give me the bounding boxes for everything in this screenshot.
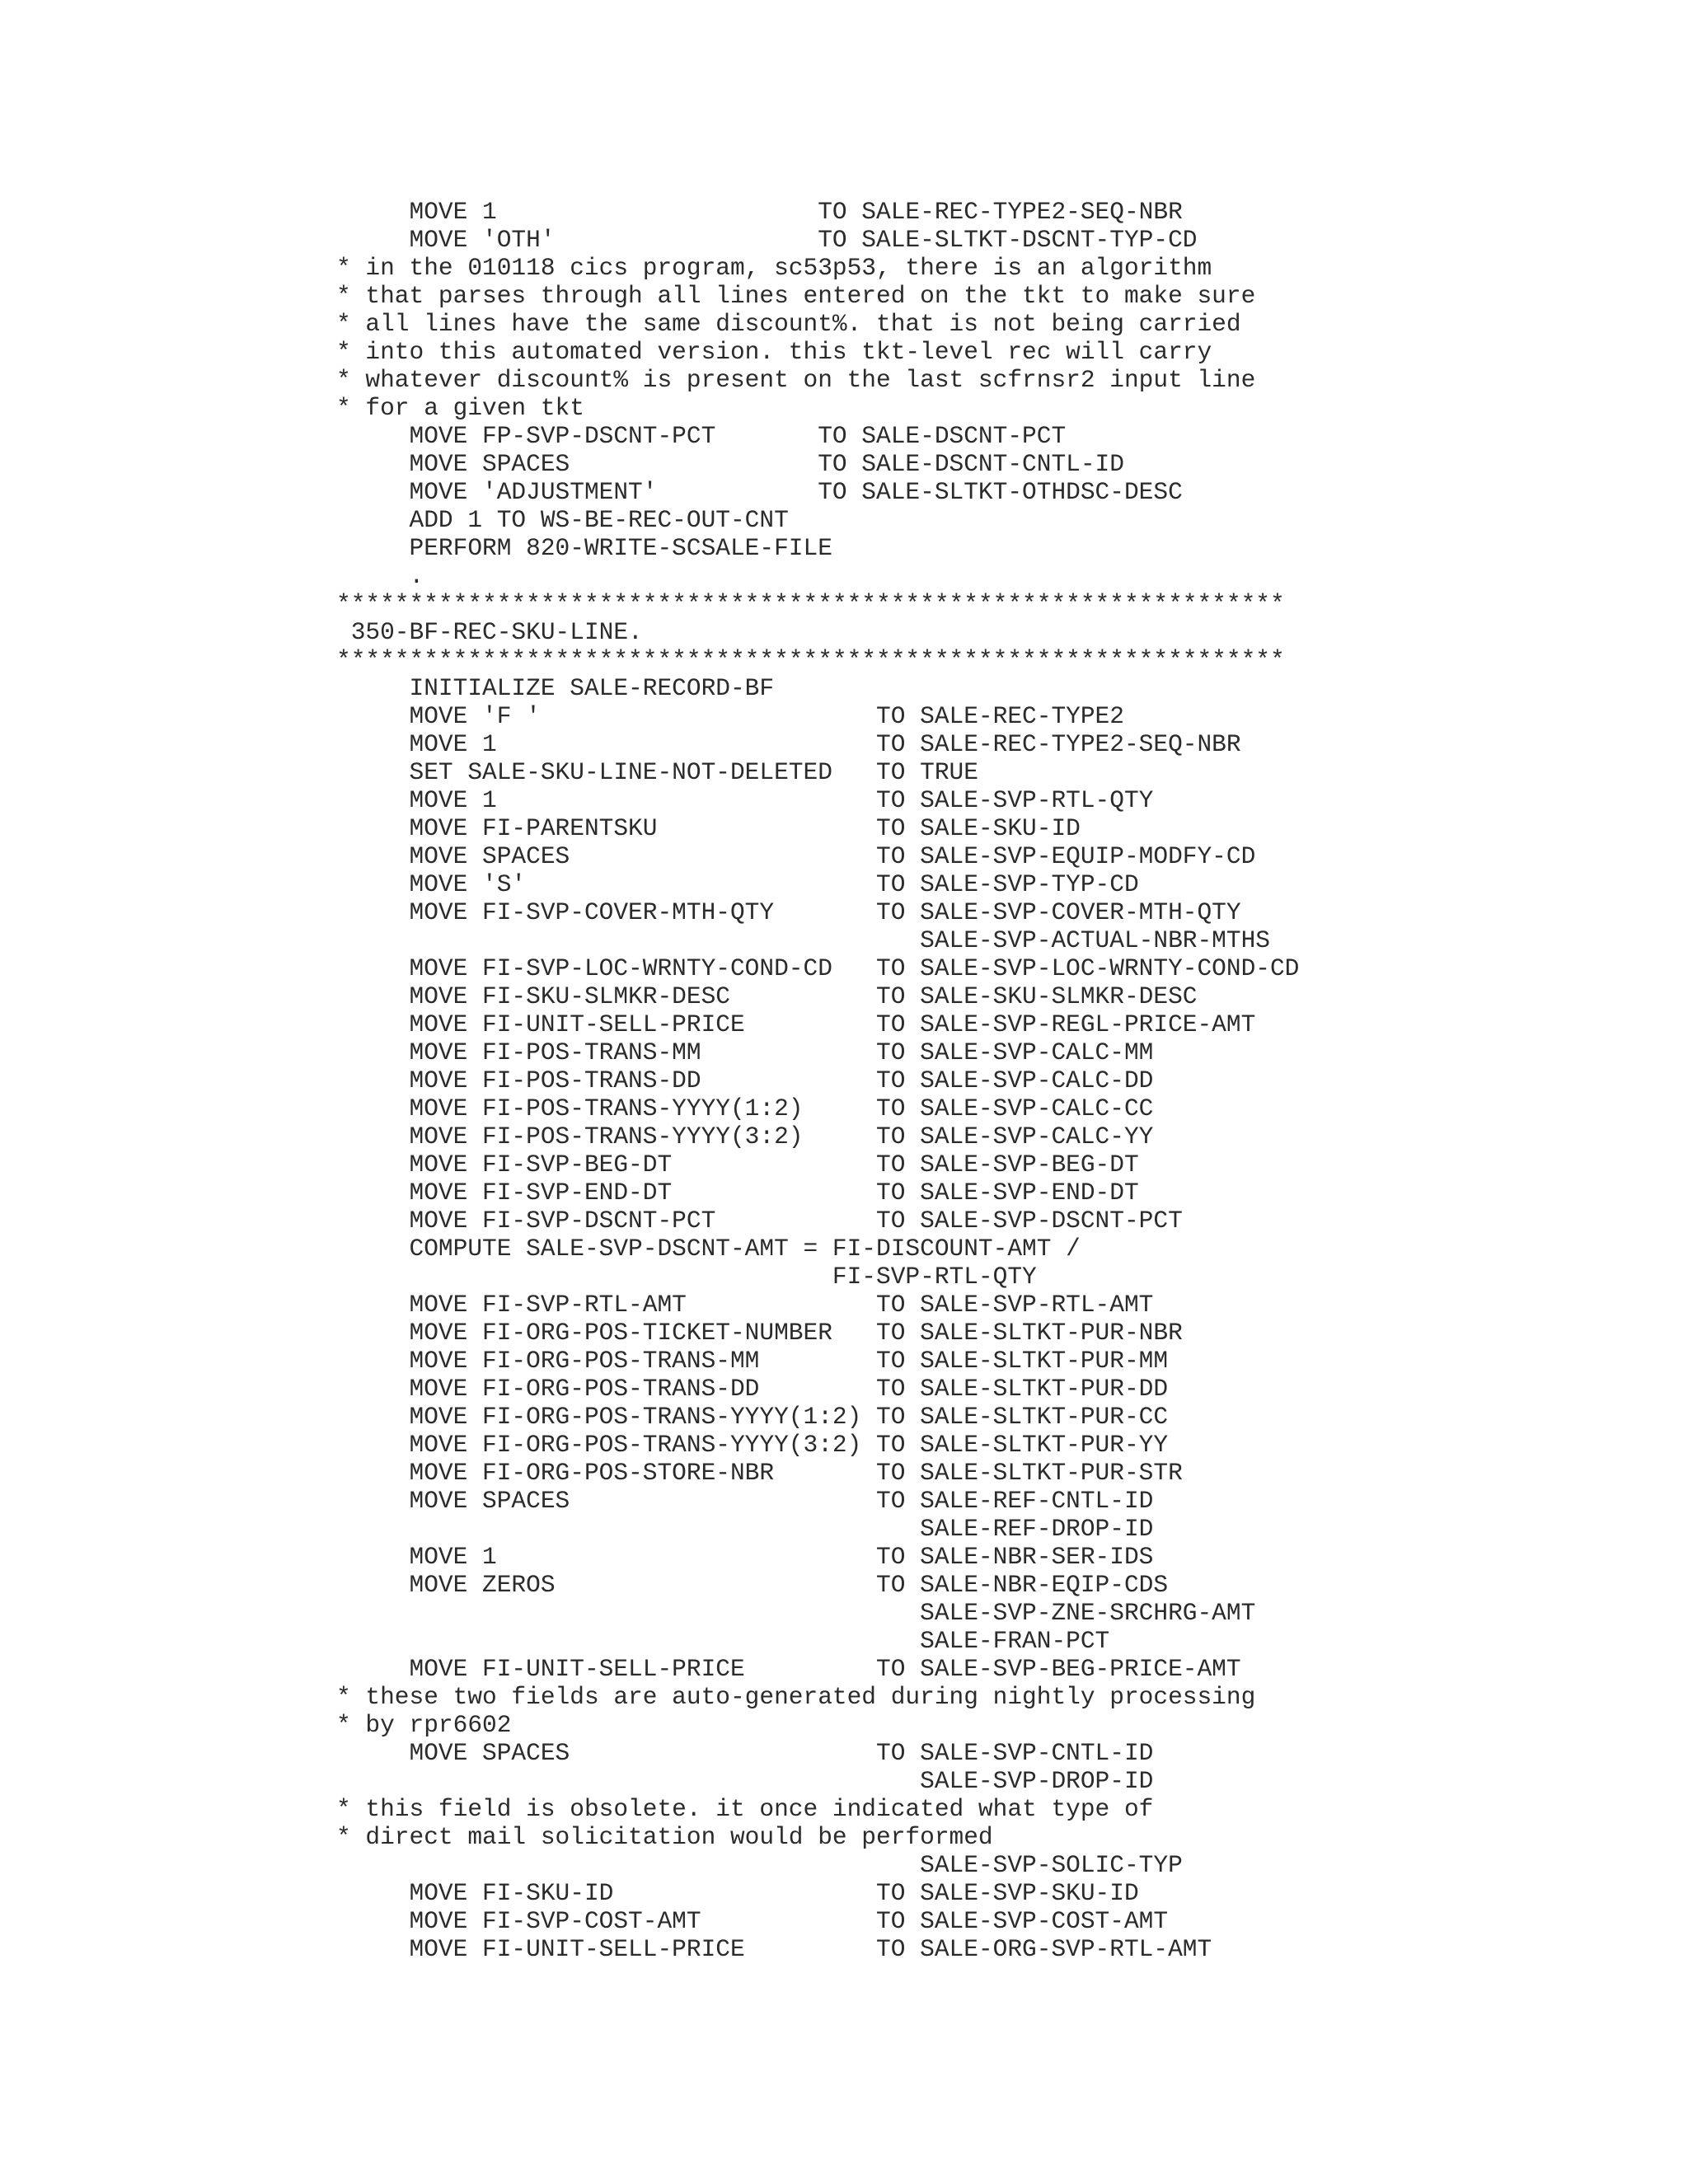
code-line: MOVE FI-SVP-LOC-WRNTY-COND-CD TO SALE-SVP-LOC-WRNTY-COND-CD [336, 954, 1300, 982]
code-line: FI-SVP-RTL-QTY [336, 1263, 1037, 1291]
code-line: * whatever discount% is present on the last scfrnsr2 input line [336, 366, 1256, 394]
code-line: * that parses through all lines entered on the tkt to make sure [336, 282, 1256, 310]
code-line: ***************************************************************** [336, 590, 1285, 618]
code-line: MOVE SPACES TO SALE-REF-CNTL-ID [336, 1487, 1154, 1515]
cobol-code-listing [336, 198, 1299, 1963]
code-line: MOVE 1 TO SALE-NBR-SER-IDS [336, 1543, 1154, 1571]
code-line: 350-BF-REC-SKU-LINE. [336, 618, 643, 646]
code-line: * by rpr6602 [336, 1711, 512, 1739]
code-line: MOVE FI-ORG-POS-TICKET-NUMBER TO SALE-SLTKT-PUR-NBR [336, 1319, 1183, 1347]
code-line: MOVE 1 TO SALE-REC-TYPE2-SEQ-NBR [336, 730, 1241, 758]
code-line: COMPUTE SALE-SVP-DSCNT-AMT = FI-DISCOUNT-AMT / [336, 1235, 1081, 1263]
code-line: MOVE FI-POS-TRANS-DD TO SALE-SVP-CALC-DD [336, 1066, 1154, 1094]
code-line: MOVE FI-SKU-ID TO SALE-SVP-SKU-ID [336, 1879, 1139, 1907]
code-line: INITIALIZE SALE-RECORD-BF [336, 674, 775, 702]
code-line: SALE-SVP-SOLIC-TYP [336, 1851, 1183, 1879]
code-line: ADD 1 TO WS-BE-REC-OUT-CNT [336, 506, 789, 534]
code-line: * into this automated version. this tkt-level rec will carry [336, 338, 1212, 366]
code-line: MOVE FI-UNIT-SELL-PRICE TO SALE-SVP-REGL-PRICE-AMT [336, 1010, 1256, 1038]
code-line: MOVE FI-SVP-BEG-DT TO SALE-SVP-BEG-DT [336, 1151, 1139, 1179]
code-line: * for a given tkt [336, 394, 584, 422]
code-line: MOVE FP-SVP-DSCNT-PCT TO SALE-DSCNT-PCT [336, 422, 1067, 450]
code-line: MOVE 1 TO SALE-SVP-RTL-QTY [336, 786, 1154, 814]
code-line: MOVE FI-ORG-POS-TRANS-DD TO SALE-SLTKT-PUR-DD [336, 1375, 1169, 1403]
code-line: MOVE FI-SKU-SLMKR-DESC TO SALE-SKU-SLMKR-DESC [336, 982, 1198, 1010]
code-line: MOVE FI-UNIT-SELL-PRICE TO SALE-SVP-BEG-PRICE-AMT [336, 1655, 1241, 1683]
code-line: ***************************************************************** [336, 646, 1285, 674]
code-line: MOVE FI-ORG-POS-STORE-NBR TO SALE-SLTKT-PUR-STR [336, 1459, 1183, 1487]
code-line: MOVE SPACES TO SALE-DSCNT-CNTL-ID [336, 450, 1124, 478]
code-line: * direct mail solicitation would be performed [336, 1823, 993, 1851]
code-line: MOVE FI-POS-TRANS-YYYY(3:2) TO SALE-SVP-CALC-YY [336, 1122, 1154, 1151]
code-line: MOVE ZEROS TO SALE-NBR-EQIP-CDS [336, 1571, 1169, 1599]
code-line: MOVE FI-UNIT-SELL-PRICE TO SALE-ORG-SVP-RTL-AMT [336, 1935, 1212, 1963]
code-line: MOVE FI-ORG-POS-TRANS-YYYY(3:2) TO SALE-SLTKT-PUR-YY [336, 1431, 1169, 1459]
code-line: SALE-SVP-ZNE-SRCHRG-AMT [336, 1599, 1256, 1627]
code-line: MOVE 'ADJUSTMENT' TO SALE-SLTKT-OTHDSC-DESC [336, 478, 1183, 506]
code-line: MOVE FI-SVP-COVER-MTH-QTY TO SALE-SVP-COVER-MTH-QTY [336, 898, 1241, 926]
code-line: MOVE FI-SVP-COST-AMT TO SALE-SVP-COST-AMT [336, 1907, 1169, 1935]
code-line: MOVE FI-ORG-POS-TRANS-MM TO SALE-SLTKT-PUR-MM [336, 1347, 1169, 1375]
code-line: MOVE 1 TO SALE-REC-TYPE2-SEQ-NBR [336, 198, 1183, 226]
code-line: MOVE FI-POS-TRANS-YYYY(1:2) TO SALE-SVP-CALC-CC [336, 1094, 1154, 1122]
code-line: MOVE SPACES TO SALE-SVP-EQUIP-MODFY-CD [336, 842, 1256, 870]
code-line: SALE-SVP-DROP-ID [336, 1767, 1154, 1795]
code-line: MOVE 'OTH' TO SALE-SLTKT-DSCNT-TYP-CD [336, 226, 1198, 254]
code-line: PERFORM 820-WRITE-SCSALE-FILE [336, 534, 832, 562]
code-line: SALE-SVP-ACTUAL-NBR-MTHS [336, 926, 1270, 954]
code-line: * in the 010118 cics program, sc53p53, there is an algorithm [336, 254, 1212, 282]
code-line: . [336, 562, 424, 590]
code-line: * this field is obsolete. it once indicated what type of [336, 1795, 1154, 1823]
code-line: MOVE FI-SVP-DSCNT-PCT TO SALE-SVP-DSCNT-PCT [336, 1207, 1183, 1235]
code-line: MOVE FI-ORG-POS-TRANS-YYYY(1:2) TO SALE-SLTKT-PUR-CC [336, 1403, 1169, 1431]
code-line: MOVE FI-SVP-END-DT TO SALE-SVP-END-DT [336, 1179, 1139, 1207]
code-line: SALE-FRAN-PCT [336, 1627, 1110, 1655]
code-line: MOVE 'S' TO SALE-SVP-TYP-CD [336, 870, 1139, 898]
code-line: * these two fields are auto-generated during nightly processing [336, 1683, 1256, 1711]
code-line: MOVE FI-POS-TRANS-MM TO SALE-SVP-CALC-MM [336, 1038, 1154, 1066]
code-line: MOVE FI-SVP-RTL-AMT TO SALE-SVP-RTL-AMT [336, 1291, 1154, 1319]
code-line: MOVE FI-PARENTSKU TO SALE-SKU-ID [336, 814, 1081, 842]
code-line: * all lines have the same discount%. that is not being carried [336, 310, 1241, 338]
code-line: MOVE 'F ' TO SALE-REC-TYPE2 [336, 702, 1124, 730]
code-line: MOVE SPACES TO SALE-SVP-CNTL-ID [336, 1739, 1154, 1767]
code-line: SALE-REF-DROP-ID [336, 1515, 1154, 1543]
code-line: SET SALE-SKU-LINE-NOT-DELETED TO TRUE [336, 758, 978, 786]
